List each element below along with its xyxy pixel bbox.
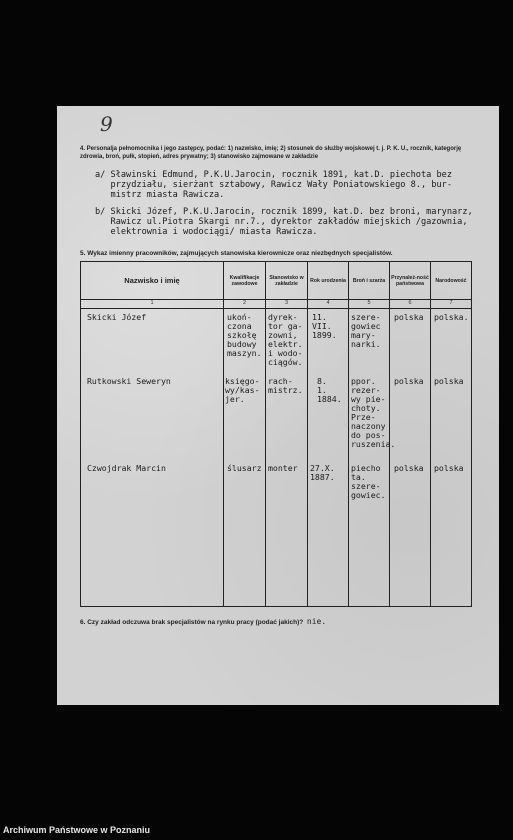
table-divider — [348, 262, 349, 606]
row-3-birth: 27.X. 1887. — [310, 463, 335, 482]
column-number: 4 — [326, 300, 330, 306]
row-1-position: dyrek- tor ga- zowni, elektr. i wodo- ciągów. — [268, 312, 303, 367]
row-1-birth: 11. VII. 1899. — [312, 312, 337, 340]
row-3-rank: piecho ta. szere- gowiec. — [351, 463, 386, 500]
table-divider — [265, 262, 266, 606]
section-5-heading: 5. Wykaz imienny pracowników, zajmujących stanowiska kierownicze oraz niezbędnych specjalistów. — [80, 250, 393, 257]
column-header-rank: Broń i szarża — [352, 277, 386, 284]
row-3-position: monter — [268, 463, 298, 473]
handwritten-page-number: 9 — [100, 112, 113, 136]
column-header-name: Nazwisko i imię — [124, 275, 180, 285]
table-divider — [223, 262, 224, 606]
section-6-question: 6. Czy zakład odczuwa brak specjalistów na rynku pracy (podać jakich)? — [80, 619, 304, 626]
section-6-answer: nie. — [306, 617, 327, 626]
column-header-citizenship: Przynależ-ność państwowa — [391, 274, 429, 287]
row-1-rank: szere- gowiec mary- narki. — [351, 312, 381, 349]
column-number: 3 — [284, 300, 289, 306]
column-number: 1 — [150, 300, 154, 306]
row-2-name: Rutkowski Seweryn — [87, 376, 171, 386]
section-4-heading: 4. Personalja pełnomocnika i jego zastępcy, podać: 1) nazwisko, imię; 2) stosunek do służby wojskowej t. j. P. K. U., rocznik, kategorję zdrowia, broń, pułk, stopień, adres prywatny; 3) stanowisko zajmowane w zakładzie — [80, 146, 462, 160]
column-header-qualifications: Kwalifikacje zawodowe — [229, 274, 260, 287]
table-divider — [430, 262, 431, 606]
column-number: 5 — [367, 300, 371, 306]
row-2-nationality: polska — [434, 376, 464, 386]
table-divider — [81, 308, 471, 309]
row-3-citizenship: polska — [394, 463, 424, 473]
column-number: 6 — [408, 300, 412, 306]
column-header-nationality: Narodowość — [435, 277, 467, 284]
row-3-name: Czwojdrak Marcin — [87, 463, 166, 473]
column-number: 7 — [449, 300, 453, 306]
document-page — [57, 106, 499, 705]
row-2-rank: ppor. rezer- wy pie- choty. Prze- naczony do pos- ruszenia. — [351, 376, 396, 449]
column-number: 2 — [242, 300, 247, 306]
row-1-nationality: polska. — [434, 312, 469, 322]
employee-table — [80, 261, 472, 607]
table-divider — [307, 262, 308, 606]
column-header-position: Stanowisko w zakładzie — [269, 274, 304, 287]
row-3-qualifications: ślusarz — [227, 463, 262, 473]
row-2-qualifications: księgo- wy/kas- jer. — [225, 376, 260, 404]
entry-b-text: b/ Skicki Józef, P.K.U.Jarocin, rocznik 1899, kat.D. bez broni, marynarz, Rawicz ul.Piotra Skargi nr.7., dyrektor zakładów miejskich /gazownia, elektrownia i wodociągi/ miasta Rawicza. — [95, 207, 473, 237]
archive-watermark-footer: Archiwum Państwowe w Poznaniu — [3, 825, 151, 835]
row-2-position: rach- mistrz. — [268, 376, 303, 395]
row-1-citizenship: polska — [394, 312, 424, 322]
section-6-heading — [80, 618, 500, 627]
row-1-name: Skicki Józef — [87, 312, 147, 322]
row-3-nationality: polska — [434, 463, 464, 473]
entry-a-text: a/ Sławinski Edmund, P.K.U.Jarocin, rocznik 1891, kat.D. piechota bez przydziału, sierżant sztabowy, Rawicz Wały Poniatowskiego 8., bur- mistrz miasta Rawicza. — [95, 170, 452, 200]
column-header-birth-year: Rok urodzenia — [310, 277, 346, 284]
row-2-citizenship: polska — [394, 376, 424, 386]
row-2-birth: 8. 1. 1884. — [317, 376, 342, 404]
row-1-qualifications: ukoń- czona szkołę budowy maszyn. — [227, 312, 262, 358]
